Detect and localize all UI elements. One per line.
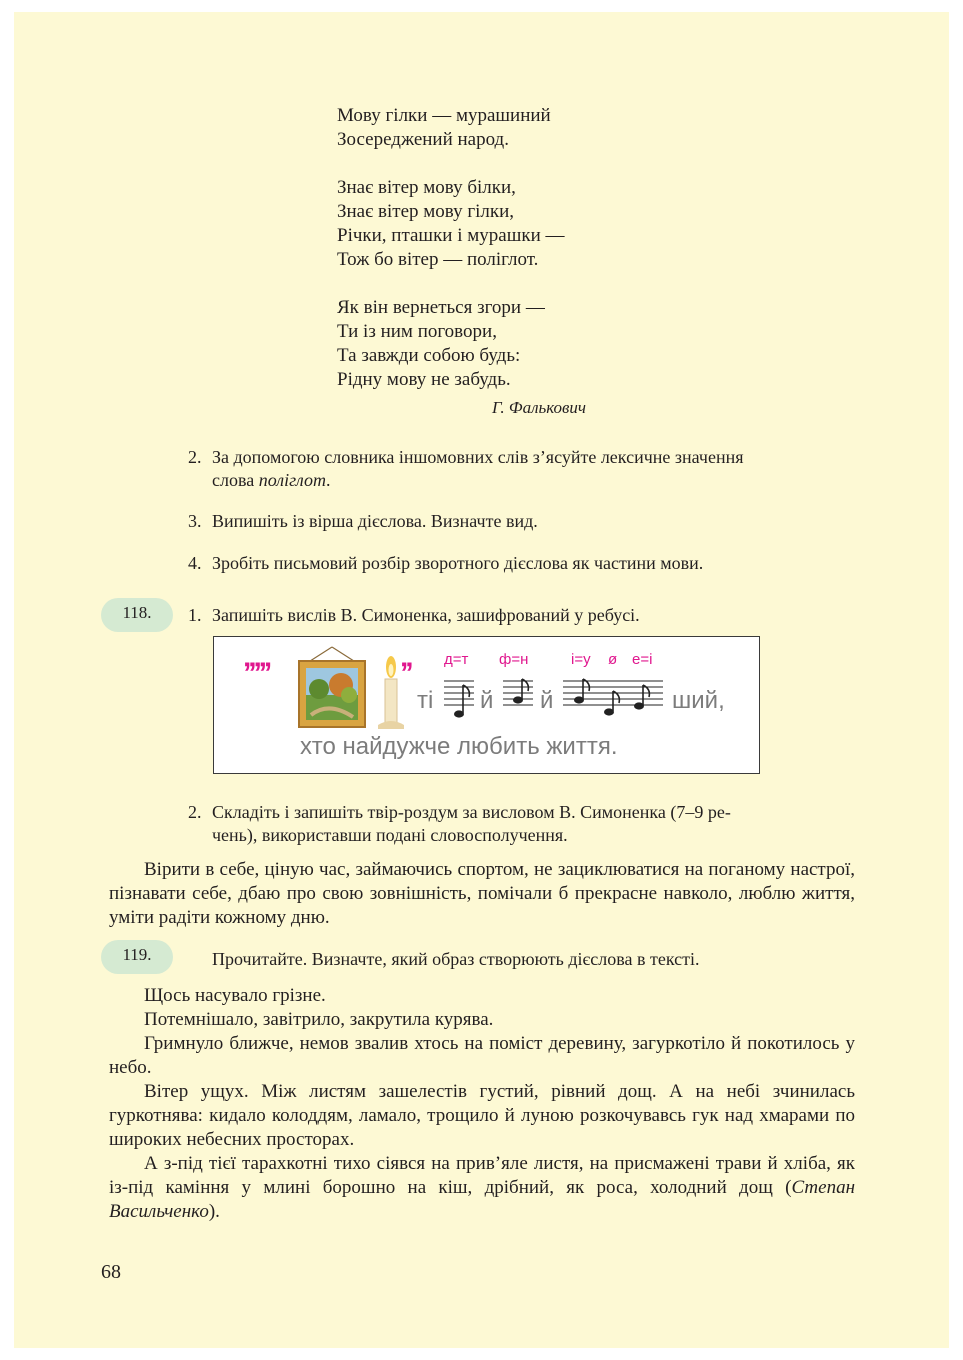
rebus-syllable: ший,: [672, 687, 725, 714]
poem-line: Рідну мову не забудь.: [337, 369, 511, 390]
rebus-syllable: ті: [417, 687, 434, 714]
rebus-box: [213, 636, 760, 774]
rebus-phrase: хто найдужче любить життя.: [300, 733, 618, 760]
term-polyglot: поліглот: [258, 470, 326, 490]
task-4-analysis: 4. Зробіть письмовий розбір зворотного дієслова як частини мови.: [188, 553, 704, 573]
rebus-substitution: е=і: [632, 651, 653, 668]
page-number: 68: [101, 1261, 121, 1283]
text-paragraph: Гримнуло ближче, немов звалив хтось на поміст деревину, загуркотіло й покотилось у небо.: [109, 1033, 855, 1078]
exercise-number-badge: 119.: [101, 940, 173, 974]
painting-icon: [297, 645, 367, 729]
music-notes-icon: [563, 675, 663, 723]
music-note-icon: [444, 675, 474, 721]
exercise-number-badge: 118.: [101, 598, 173, 632]
rebus-syllable: й: [480, 687, 494, 714]
poem: [337, 104, 564, 392]
text-paragraph: Щось насувало грізне.: [144, 985, 326, 1006]
task-2-essay: 2. Складіть і запишіть твір-роздум за висловом В. Симоненка (7–9 ре- чень), використавши подані словосполучення.: [188, 802, 731, 845]
poem-line: Мову гілки — мурашиний: [337, 105, 551, 126]
source-author: Степан Васильченко: [109, 1177, 855, 1222]
rebus-substitution: ф=н: [499, 651, 529, 668]
rebus-substitution: і=у: [571, 651, 591, 668]
rebus-syllable: й: [540, 687, 554, 714]
rebus-substitution: д=т: [444, 651, 469, 668]
poem-line: Та завжди собою будь:: [337, 345, 521, 366]
poem-line: Знає вітер мову білки,: [337, 177, 516, 198]
poem-line: Річки, пташки і мурашки —: [337, 225, 565, 246]
task-read: Прочитайте. Визначте, який образ створюють дієслова в тексті.: [212, 949, 700, 969]
text-paragraph: Вітер ущух. Між листям зашелестів густий, рівний дощ. А на небі зчинилась гуркотнява: кидало колоддям, ламало, трощило й луною розкочувавсь гук над хмарами по широких небесних просторах.: [109, 1081, 855, 1150]
poem-author: Г. Фалькович: [492, 398, 587, 417]
poem-line: Зосереджений народ.: [337, 129, 509, 150]
text-paragraph: А з-під тієї тарахкотні тихо сіявся на прив’яле листя, на присмажені трави й хліба, як із-під каміння у млині борошно на кіш, дрібний, як роса, холодний дощ (Степан Васильченко).: [109, 1153, 855, 1222]
rebus-quotes-open: ’’’’’: [243, 657, 271, 690]
phrase-list: Вірити в себе, ціную час, займаючись спортом, не зациклюватися на поганому настрої, пізнавати себе, дбаю про свою зовнішність, помічали б прекрасне навколо, люблю життя, уміти радіти кожному дню.: [109, 859, 855, 928]
poem-line: Знає вітер мову гілки,: [337, 201, 515, 222]
task-1-rebus: 1. Запишіть вислів В. Симоненка, зашифрований у ребусі.: [188, 605, 640, 625]
rebus-quotes-close: ’’: [400, 657, 412, 690]
music-note-icon: [503, 675, 533, 721]
rebus-substitution: ø: [608, 651, 618, 668]
poem-line: Ти із ним поговори,: [337, 321, 497, 342]
text-paragraph: Потемнішало, завітрило, закрутила курява.: [144, 1009, 494, 1030]
task-2-dictionary: 2. За допомогою словника іншомовних слів з’ясуйте лексичне значення слова поліглот.: [188, 447, 744, 490]
poem-line: Як він вернеться згори —: [337, 297, 545, 318]
task-3-verbs: 3. Випишіть із вірша дієслова. Визначте вид.: [188, 511, 538, 531]
poem-line: Тож бо вітер — поліглот.: [337, 249, 539, 270]
